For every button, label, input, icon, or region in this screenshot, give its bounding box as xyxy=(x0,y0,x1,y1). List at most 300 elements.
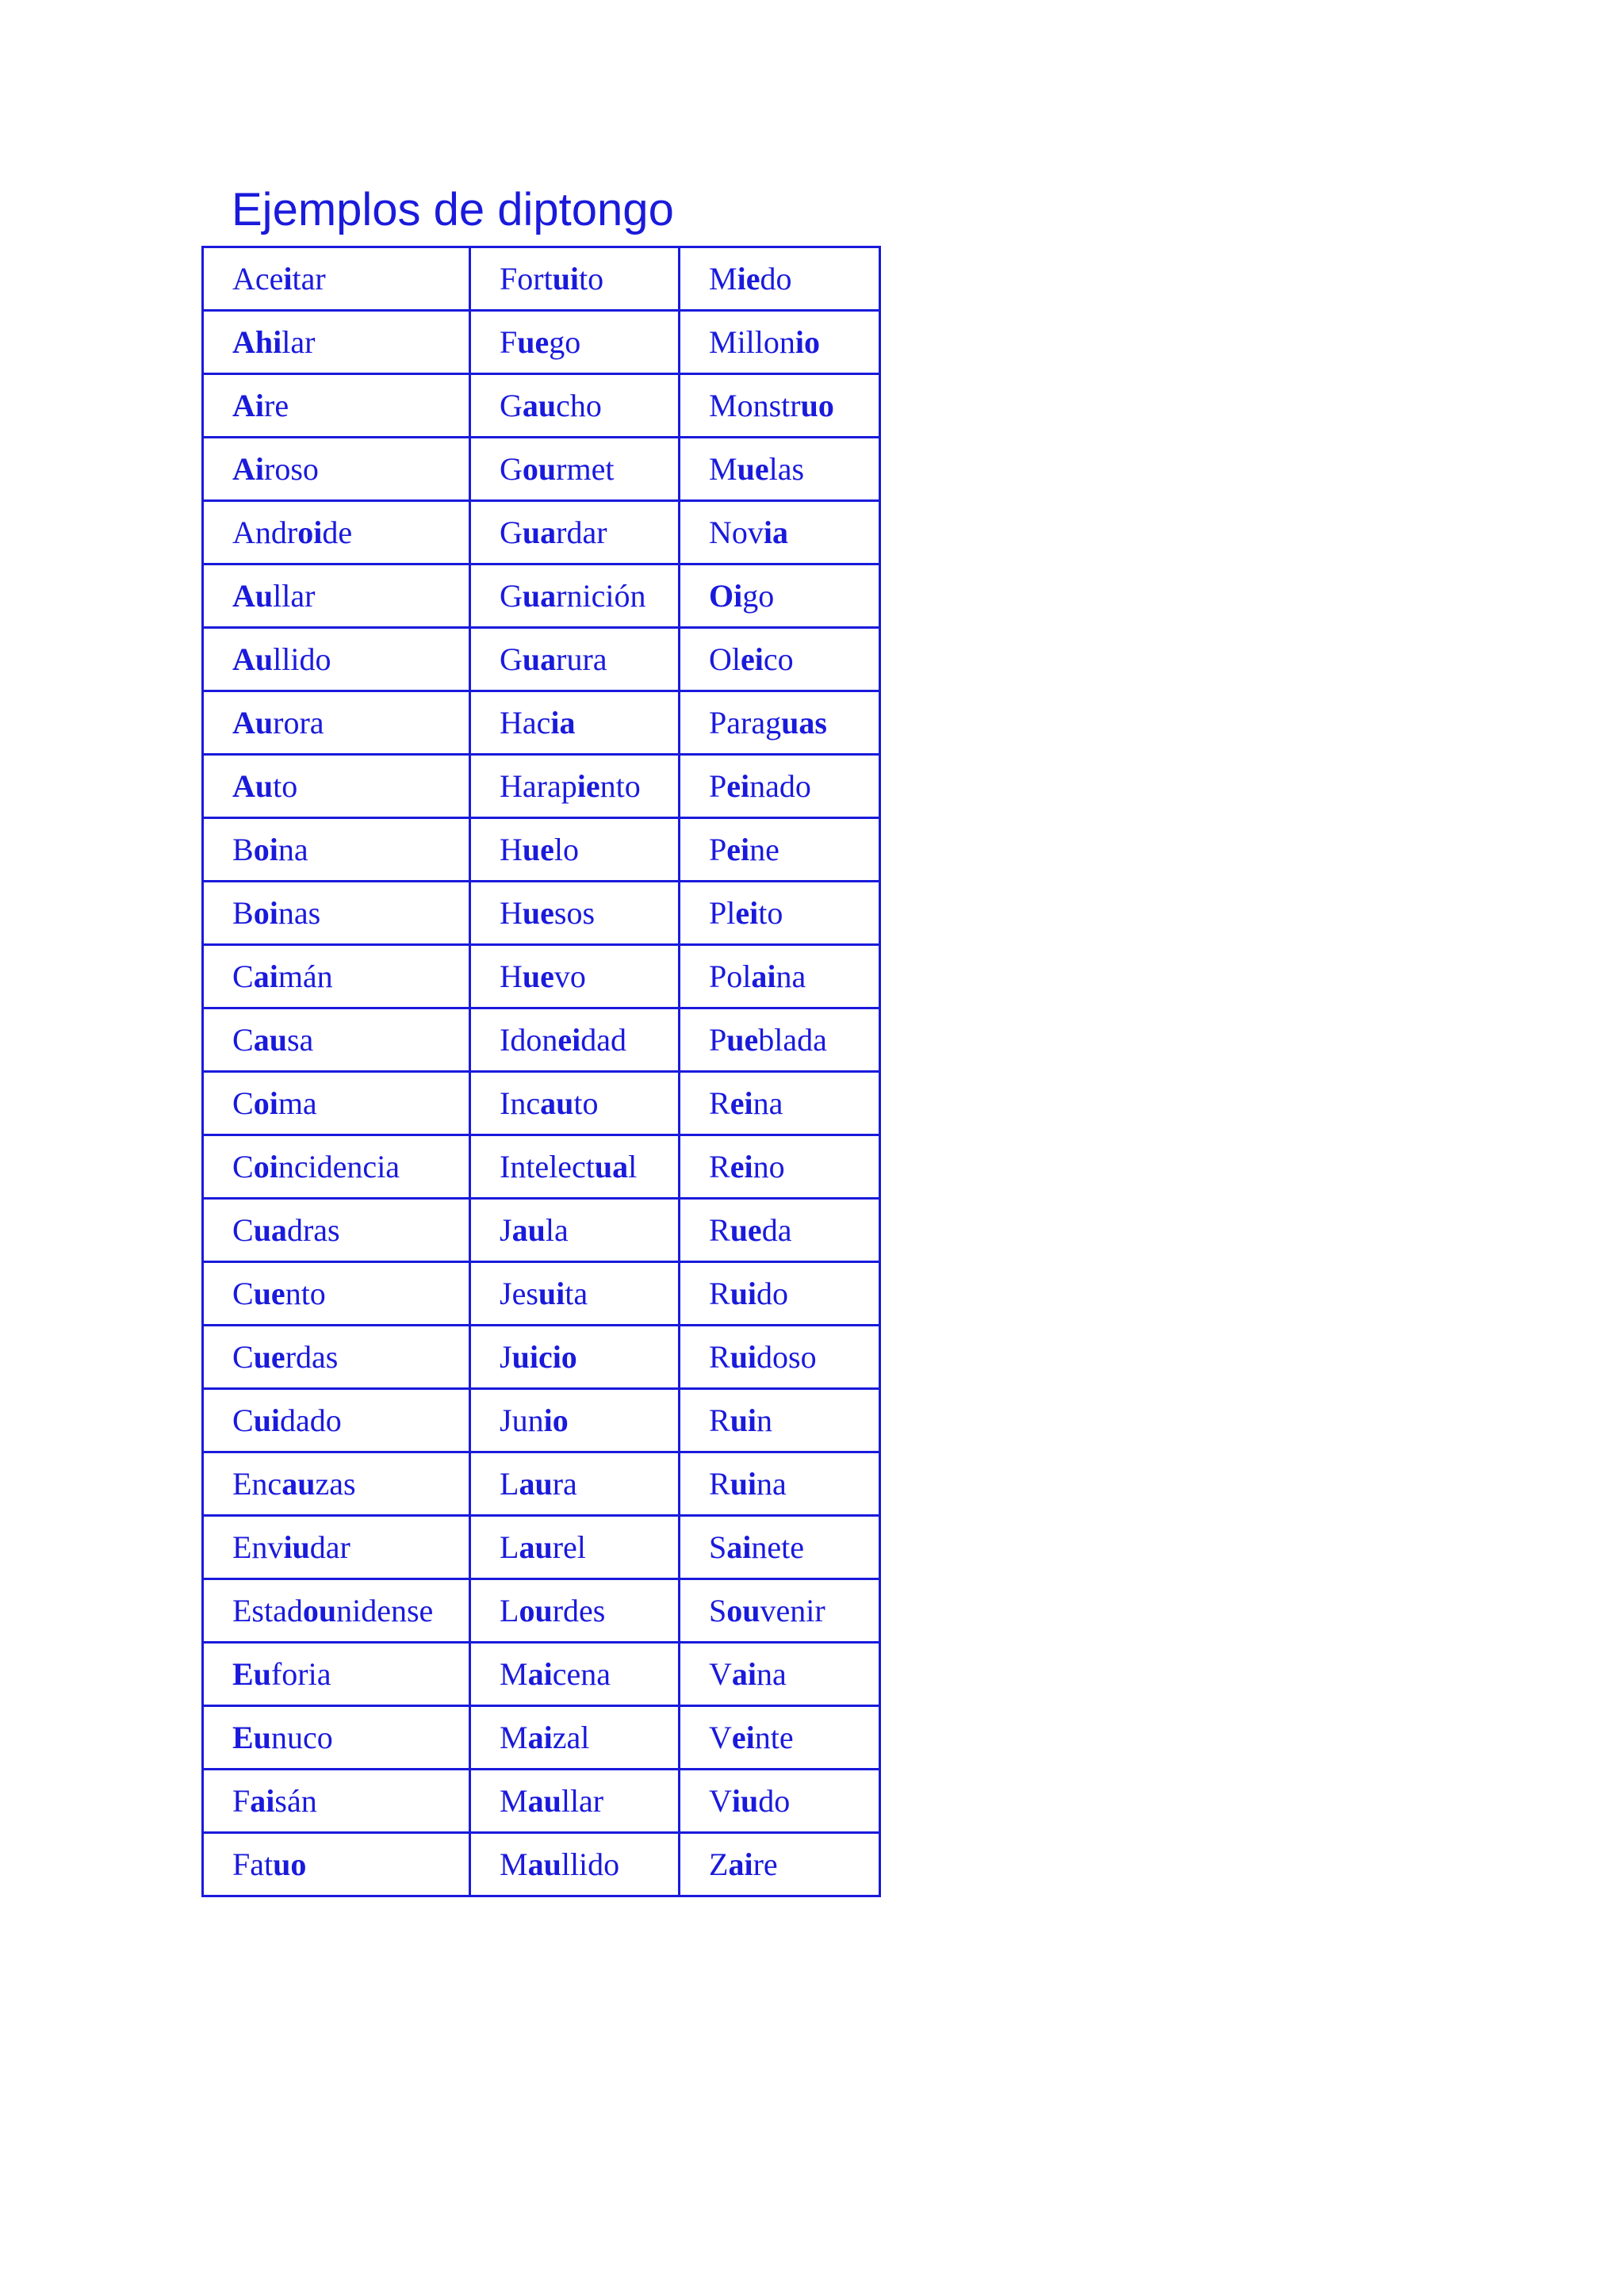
word-cell xyxy=(203,628,470,691)
word-prefix: G xyxy=(500,578,523,614)
word-suffix: to xyxy=(573,1085,599,1121)
word-suffix: dado xyxy=(280,1402,342,1438)
word-diphthong: ui xyxy=(552,261,580,297)
word-suffix: dras xyxy=(286,1212,340,1248)
word-cell xyxy=(203,755,470,818)
word-cell xyxy=(203,1262,470,1326)
word-cell xyxy=(470,1262,680,1326)
word-cell xyxy=(203,311,470,374)
word-cell xyxy=(470,882,680,945)
table-row xyxy=(203,501,880,564)
word-diphthong: ei xyxy=(730,1149,753,1184)
word-suffix: na xyxy=(756,1466,787,1502)
word-cell xyxy=(203,501,470,564)
word-diphthong: Eu xyxy=(232,1656,271,1692)
word-suffix: rura xyxy=(556,641,607,677)
word-suffix: do xyxy=(758,1783,791,1819)
word-suffix: tar xyxy=(292,261,326,297)
table-row xyxy=(203,628,880,691)
word-diphthong: ui xyxy=(253,1402,281,1438)
word-diphthong: uicio xyxy=(511,1339,577,1375)
word-suffix: na xyxy=(756,1656,787,1692)
word-diphthong: ui xyxy=(538,1276,565,1311)
word-diphthong: ue xyxy=(253,1339,285,1375)
table-row xyxy=(203,1326,880,1389)
word-suffix: rdas xyxy=(285,1339,339,1375)
word-suffix: rnición xyxy=(556,578,646,614)
word-suffix: na xyxy=(776,959,806,994)
word-diphthong: au xyxy=(519,1529,553,1565)
word-diphthong: ei xyxy=(726,768,750,804)
word-suffix: nto xyxy=(285,1276,326,1311)
word-prefix: Ol xyxy=(709,641,741,677)
word-diphthong: ua xyxy=(522,515,557,550)
word-diphthong: ou xyxy=(522,451,557,487)
word-diphthong: ei xyxy=(735,895,759,931)
word-diphthong: Au xyxy=(232,578,274,614)
table-row xyxy=(203,945,880,1008)
word-suffix: zas xyxy=(315,1466,356,1502)
word-suffix: roso xyxy=(264,451,319,487)
word-cell xyxy=(470,501,680,564)
word-diphthong: ou xyxy=(519,1593,553,1628)
word-prefix: M xyxy=(500,1783,528,1819)
word-prefix: R xyxy=(709,1085,730,1121)
word-diphthong: ia xyxy=(763,515,789,550)
word-cell xyxy=(470,1326,680,1389)
word-diphthong: oi xyxy=(253,895,278,931)
word-cell xyxy=(470,1643,680,1706)
word-suffix: nuco xyxy=(270,1720,333,1755)
word-diphthong: oi xyxy=(297,515,323,550)
word-cell xyxy=(680,1072,880,1135)
word-diphthong: ei xyxy=(741,641,764,677)
word-diphthong: Oi xyxy=(709,578,743,614)
word-suffix: rora xyxy=(273,705,324,740)
word-cell xyxy=(680,882,880,945)
word-cell xyxy=(470,311,680,374)
word-prefix: H xyxy=(500,895,523,931)
word-prefix: Monstr xyxy=(709,388,801,423)
word-prefix: Pl xyxy=(709,895,736,931)
word-cell xyxy=(470,1072,680,1135)
word-cell xyxy=(680,691,880,755)
word-suffix: foria xyxy=(270,1656,331,1692)
word-diphthong: ou xyxy=(302,1593,337,1628)
table-row xyxy=(203,1452,880,1516)
word-prefix: R xyxy=(709,1212,730,1248)
word-suffix: re xyxy=(264,388,289,423)
word-cell xyxy=(203,564,470,628)
table-row xyxy=(203,311,880,374)
word-diphthong: ui xyxy=(730,1339,757,1375)
word-suffix: rdar xyxy=(556,515,607,550)
word-prefix: M xyxy=(709,451,737,487)
word-diphthong: Au xyxy=(232,768,274,804)
word-cell xyxy=(470,1770,680,1833)
word-suffix: no xyxy=(753,1149,785,1184)
word-cell xyxy=(470,1579,680,1643)
word-prefix: Intelect xyxy=(500,1149,595,1184)
word-cell xyxy=(680,1516,880,1579)
word-prefix: C xyxy=(232,1022,254,1058)
word-prefix: J xyxy=(500,1339,512,1375)
word-cell xyxy=(470,1199,680,1262)
word-cell xyxy=(470,755,680,818)
word-diphthong: ie xyxy=(576,768,600,804)
word-prefix: C xyxy=(232,1085,254,1121)
table-row xyxy=(203,1516,880,1579)
word-prefix: G xyxy=(500,451,523,487)
word-diphthong: au xyxy=(540,1085,574,1121)
word-diphthong: Eu xyxy=(232,1720,271,1755)
word-diphthong: Ai xyxy=(232,388,264,423)
word-suffix: sa xyxy=(286,1022,314,1058)
word-prefix: F xyxy=(232,1783,251,1819)
word-prefix: Jun xyxy=(500,1402,544,1438)
table-row xyxy=(203,818,880,882)
word-suffix: rdes xyxy=(552,1593,606,1628)
word-diphthong: iu xyxy=(283,1529,310,1565)
word-prefix: V xyxy=(709,1783,732,1819)
word-diphthong: au xyxy=(253,1022,287,1058)
word-diphthong: ui xyxy=(730,1276,757,1311)
word-suffix: blada xyxy=(758,1022,827,1058)
word-prefix: L xyxy=(500,1593,519,1628)
page-title: Ejemplos de diptongo xyxy=(232,184,674,235)
word-diphthong: Ahi xyxy=(232,324,282,360)
word-suffix: lo xyxy=(553,832,580,867)
word-prefix: L xyxy=(500,1466,519,1502)
word-prefix: Jes xyxy=(500,1276,538,1311)
word-cell xyxy=(203,1135,470,1199)
word-prefix: C xyxy=(232,1402,254,1438)
word-diphthong: ie xyxy=(737,261,760,297)
word-prefix: Enc xyxy=(232,1466,282,1502)
word-prefix: Millon xyxy=(709,324,795,360)
word-suffix: mán xyxy=(278,959,333,994)
word-cell xyxy=(470,1452,680,1516)
word-diphthong: ui xyxy=(730,1466,757,1502)
word-suffix: to xyxy=(579,261,604,297)
word-diphthong: io xyxy=(543,1402,569,1438)
table-row xyxy=(203,691,880,755)
word-prefix: J xyxy=(500,1212,512,1248)
word-suffix: do xyxy=(756,1276,789,1311)
word-cell xyxy=(680,564,880,628)
word-cell xyxy=(680,755,880,818)
word-prefix: Pol xyxy=(709,959,752,994)
word-cell xyxy=(470,438,680,501)
word-prefix: Inc xyxy=(500,1085,541,1121)
word-prefix: H xyxy=(500,959,523,994)
word-diphthong: ua xyxy=(522,578,557,614)
word-cell xyxy=(203,374,470,438)
word-cell xyxy=(470,247,680,311)
word-cell xyxy=(680,247,880,311)
word-suffix: dad xyxy=(580,1022,626,1058)
word-diphthong: ei xyxy=(557,1022,581,1058)
word-diphthong: iu xyxy=(731,1783,759,1819)
word-diphthong: Au xyxy=(232,705,274,740)
word-suffix: cena xyxy=(552,1656,611,1692)
table-row xyxy=(203,755,880,818)
word-prefix: Parag xyxy=(709,705,782,740)
word-diphthong: ui xyxy=(730,1402,757,1438)
word-prefix: Andr xyxy=(232,515,298,550)
word-prefix: Hac xyxy=(500,705,551,740)
word-cell xyxy=(470,945,680,1008)
word-suffix: nte xyxy=(754,1720,794,1755)
word-suffix: na xyxy=(278,832,308,867)
word-suffix: ncidencia xyxy=(278,1149,400,1184)
word-suffix: llido xyxy=(561,1846,620,1882)
word-prefix: C xyxy=(232,1276,254,1311)
word-cell xyxy=(203,882,470,945)
word-diphthong: au xyxy=(511,1212,546,1248)
word-cell xyxy=(470,818,680,882)
word-suffix: n xyxy=(756,1402,773,1438)
table-row xyxy=(203,438,880,501)
word-suffix: zal xyxy=(552,1720,590,1755)
diphthong-table-body xyxy=(203,247,880,1896)
word-suffix: go xyxy=(549,324,581,360)
word-cell xyxy=(680,501,880,564)
word-diphthong: uo xyxy=(273,1846,307,1882)
word-diphthong: ue xyxy=(730,1212,762,1248)
word-prefix: P xyxy=(709,768,727,804)
word-diphthong: au xyxy=(522,388,557,423)
word-cell xyxy=(680,945,880,1008)
word-cell xyxy=(203,1770,470,1833)
word-suffix: llido xyxy=(273,641,331,677)
word-suffix: nas xyxy=(278,895,321,931)
word-prefix: Estad xyxy=(232,1593,303,1628)
word-diphthong: oi xyxy=(253,1085,278,1121)
word-cell xyxy=(470,1516,680,1579)
word-prefix: M xyxy=(500,1846,528,1882)
word-prefix: B xyxy=(232,895,254,931)
word-diphthong: ai xyxy=(250,1783,275,1819)
word-cell xyxy=(680,1135,880,1199)
word-prefix: G xyxy=(500,641,523,677)
table-row xyxy=(203,564,880,628)
word-cell xyxy=(203,691,470,755)
word-diphthong: au xyxy=(527,1846,561,1882)
table-row xyxy=(203,1135,880,1199)
word-cell xyxy=(203,1072,470,1135)
word-cell xyxy=(680,1770,880,1833)
word-cell xyxy=(470,1135,680,1199)
word-prefix: S xyxy=(709,1529,727,1565)
word-suffix: to xyxy=(758,895,783,931)
word-cell xyxy=(680,1706,880,1770)
word-cell xyxy=(470,691,680,755)
word-prefix: R xyxy=(709,1149,730,1184)
word-diphthong: ue xyxy=(522,832,554,867)
word-suffix: ma xyxy=(278,1085,317,1121)
word-prefix: S xyxy=(709,1593,727,1628)
word-prefix: G xyxy=(500,388,523,423)
word-prefix: F xyxy=(500,324,518,360)
word-prefix: R xyxy=(709,1466,730,1502)
word-prefix: P xyxy=(709,832,727,867)
word-diphthong: i xyxy=(283,261,293,297)
word-cell xyxy=(680,1452,880,1516)
word-suffix: to xyxy=(273,768,298,804)
word-cell xyxy=(470,1008,680,1072)
word-diphthong: ou xyxy=(726,1593,760,1628)
word-prefix: Idon xyxy=(500,1022,558,1058)
word-diphthong: au xyxy=(519,1466,553,1502)
word-prefix: Fat xyxy=(232,1846,274,1882)
word-prefix: C xyxy=(232,1149,254,1184)
word-diphthong: ua xyxy=(594,1149,629,1184)
word-diphthong: uas xyxy=(781,705,827,740)
word-prefix: Env xyxy=(232,1529,284,1565)
word-suffix: nado xyxy=(749,768,811,804)
word-prefix: V xyxy=(709,1720,732,1755)
table-row xyxy=(203,882,880,945)
table-row xyxy=(203,1389,880,1452)
word-cell xyxy=(680,438,880,501)
word-prefix: R xyxy=(709,1276,730,1311)
word-diphthong: ai xyxy=(527,1656,553,1692)
word-cell xyxy=(470,1706,680,1770)
word-cell xyxy=(203,1008,470,1072)
word-prefix: L xyxy=(500,1529,519,1565)
table-row xyxy=(203,1008,880,1072)
word-diphthong: ei xyxy=(726,832,750,867)
word-prefix: Harap xyxy=(500,768,577,804)
word-suffix: llar xyxy=(273,578,316,614)
word-cell xyxy=(470,628,680,691)
word-prefix: G xyxy=(500,515,523,550)
word-suffix: doso xyxy=(756,1339,817,1375)
word-cell xyxy=(203,1389,470,1452)
word-cell xyxy=(680,1643,880,1706)
word-prefix: H xyxy=(500,832,523,867)
diphthong-table xyxy=(201,246,881,1897)
word-prefix: C xyxy=(232,1339,254,1375)
word-prefix: P xyxy=(709,1022,727,1058)
word-prefix: B xyxy=(232,832,254,867)
word-diphthong: ai xyxy=(527,1720,553,1755)
word-cell xyxy=(680,818,880,882)
word-prefix: M xyxy=(500,1720,528,1755)
word-suffix: l xyxy=(628,1149,638,1184)
word-suffix: co xyxy=(763,641,794,677)
word-suffix: dar xyxy=(309,1529,350,1565)
word-diphthong: au xyxy=(527,1783,561,1819)
word-suffix: de xyxy=(322,515,353,550)
word-suffix: do xyxy=(760,261,792,297)
word-prefix: M xyxy=(500,1656,528,1692)
word-suffix: rmet xyxy=(556,451,615,487)
word-suffix: las xyxy=(768,451,805,487)
word-suffix: go xyxy=(742,578,775,614)
word-diphthong: ai xyxy=(731,1656,757,1692)
word-cell xyxy=(680,1199,880,1262)
word-cell xyxy=(680,311,880,374)
table-row xyxy=(203,1706,880,1770)
word-cell xyxy=(680,1389,880,1452)
word-suffix: llar xyxy=(561,1783,604,1819)
word-cell xyxy=(680,1262,880,1326)
word-suffix: ra xyxy=(552,1466,577,1502)
word-suffix: rel xyxy=(552,1529,586,1565)
table-row xyxy=(203,1579,880,1643)
word-cell xyxy=(203,1706,470,1770)
word-cell xyxy=(203,1643,470,1706)
word-diphthong: ei xyxy=(730,1085,753,1121)
word-diphthong: ua xyxy=(253,1212,287,1248)
table-row xyxy=(203,247,880,311)
word-diphthong: oi xyxy=(253,832,278,867)
word-diphthong: ei xyxy=(731,1720,755,1755)
word-suffix: da xyxy=(761,1212,792,1248)
table-row xyxy=(203,374,880,438)
word-suffix: nete xyxy=(751,1529,804,1565)
word-diphthong: oi xyxy=(253,1149,278,1184)
word-cell xyxy=(680,1579,880,1643)
word-diphthong: ia xyxy=(550,705,576,740)
table-row xyxy=(203,1072,880,1135)
word-prefix: Nov xyxy=(709,515,764,550)
word-prefix: V xyxy=(709,1656,732,1692)
word-diphthong: ua xyxy=(522,641,557,677)
word-suffix: nto xyxy=(599,768,641,804)
word-prefix: C xyxy=(232,1212,254,1248)
word-cell xyxy=(680,1008,880,1072)
table-row xyxy=(203,1770,880,1833)
word-suffix: re xyxy=(753,1846,778,1882)
word-cell xyxy=(680,1833,880,1896)
table-row xyxy=(203,1833,880,1896)
word-suffix: ne xyxy=(749,832,779,867)
word-suffix: na xyxy=(753,1085,783,1121)
word-prefix: M xyxy=(709,261,737,297)
word-prefix: Fort xyxy=(500,261,553,297)
word-cell xyxy=(470,1833,680,1896)
word-diphthong: ai xyxy=(253,959,278,994)
word-diphthong: ai xyxy=(751,959,776,994)
table-row xyxy=(203,1262,880,1326)
word-diphthong: ai xyxy=(728,1846,753,1882)
word-cell xyxy=(203,1326,470,1389)
word-prefix: C xyxy=(232,959,254,994)
word-suffix: la xyxy=(545,1212,569,1248)
word-suffix: vo xyxy=(553,959,586,994)
word-cell xyxy=(680,1326,880,1389)
word-suffix: ta xyxy=(565,1276,588,1311)
word-suffix: sos xyxy=(553,895,596,931)
word-cell xyxy=(203,1579,470,1643)
word-prefix: R xyxy=(709,1402,730,1438)
word-cell xyxy=(470,1389,680,1452)
word-diphthong: ue xyxy=(726,1022,759,1058)
word-prefix: R xyxy=(709,1339,730,1375)
word-cell xyxy=(203,247,470,311)
word-diphthong: Au xyxy=(232,641,274,677)
word-suffix: lar xyxy=(282,324,316,360)
word-cell xyxy=(203,1833,470,1896)
table-row xyxy=(203,1199,880,1262)
word-cell xyxy=(470,564,680,628)
word-diphthong: ue xyxy=(522,895,554,931)
word-prefix: Ace xyxy=(232,261,284,297)
table-row xyxy=(203,1643,880,1706)
